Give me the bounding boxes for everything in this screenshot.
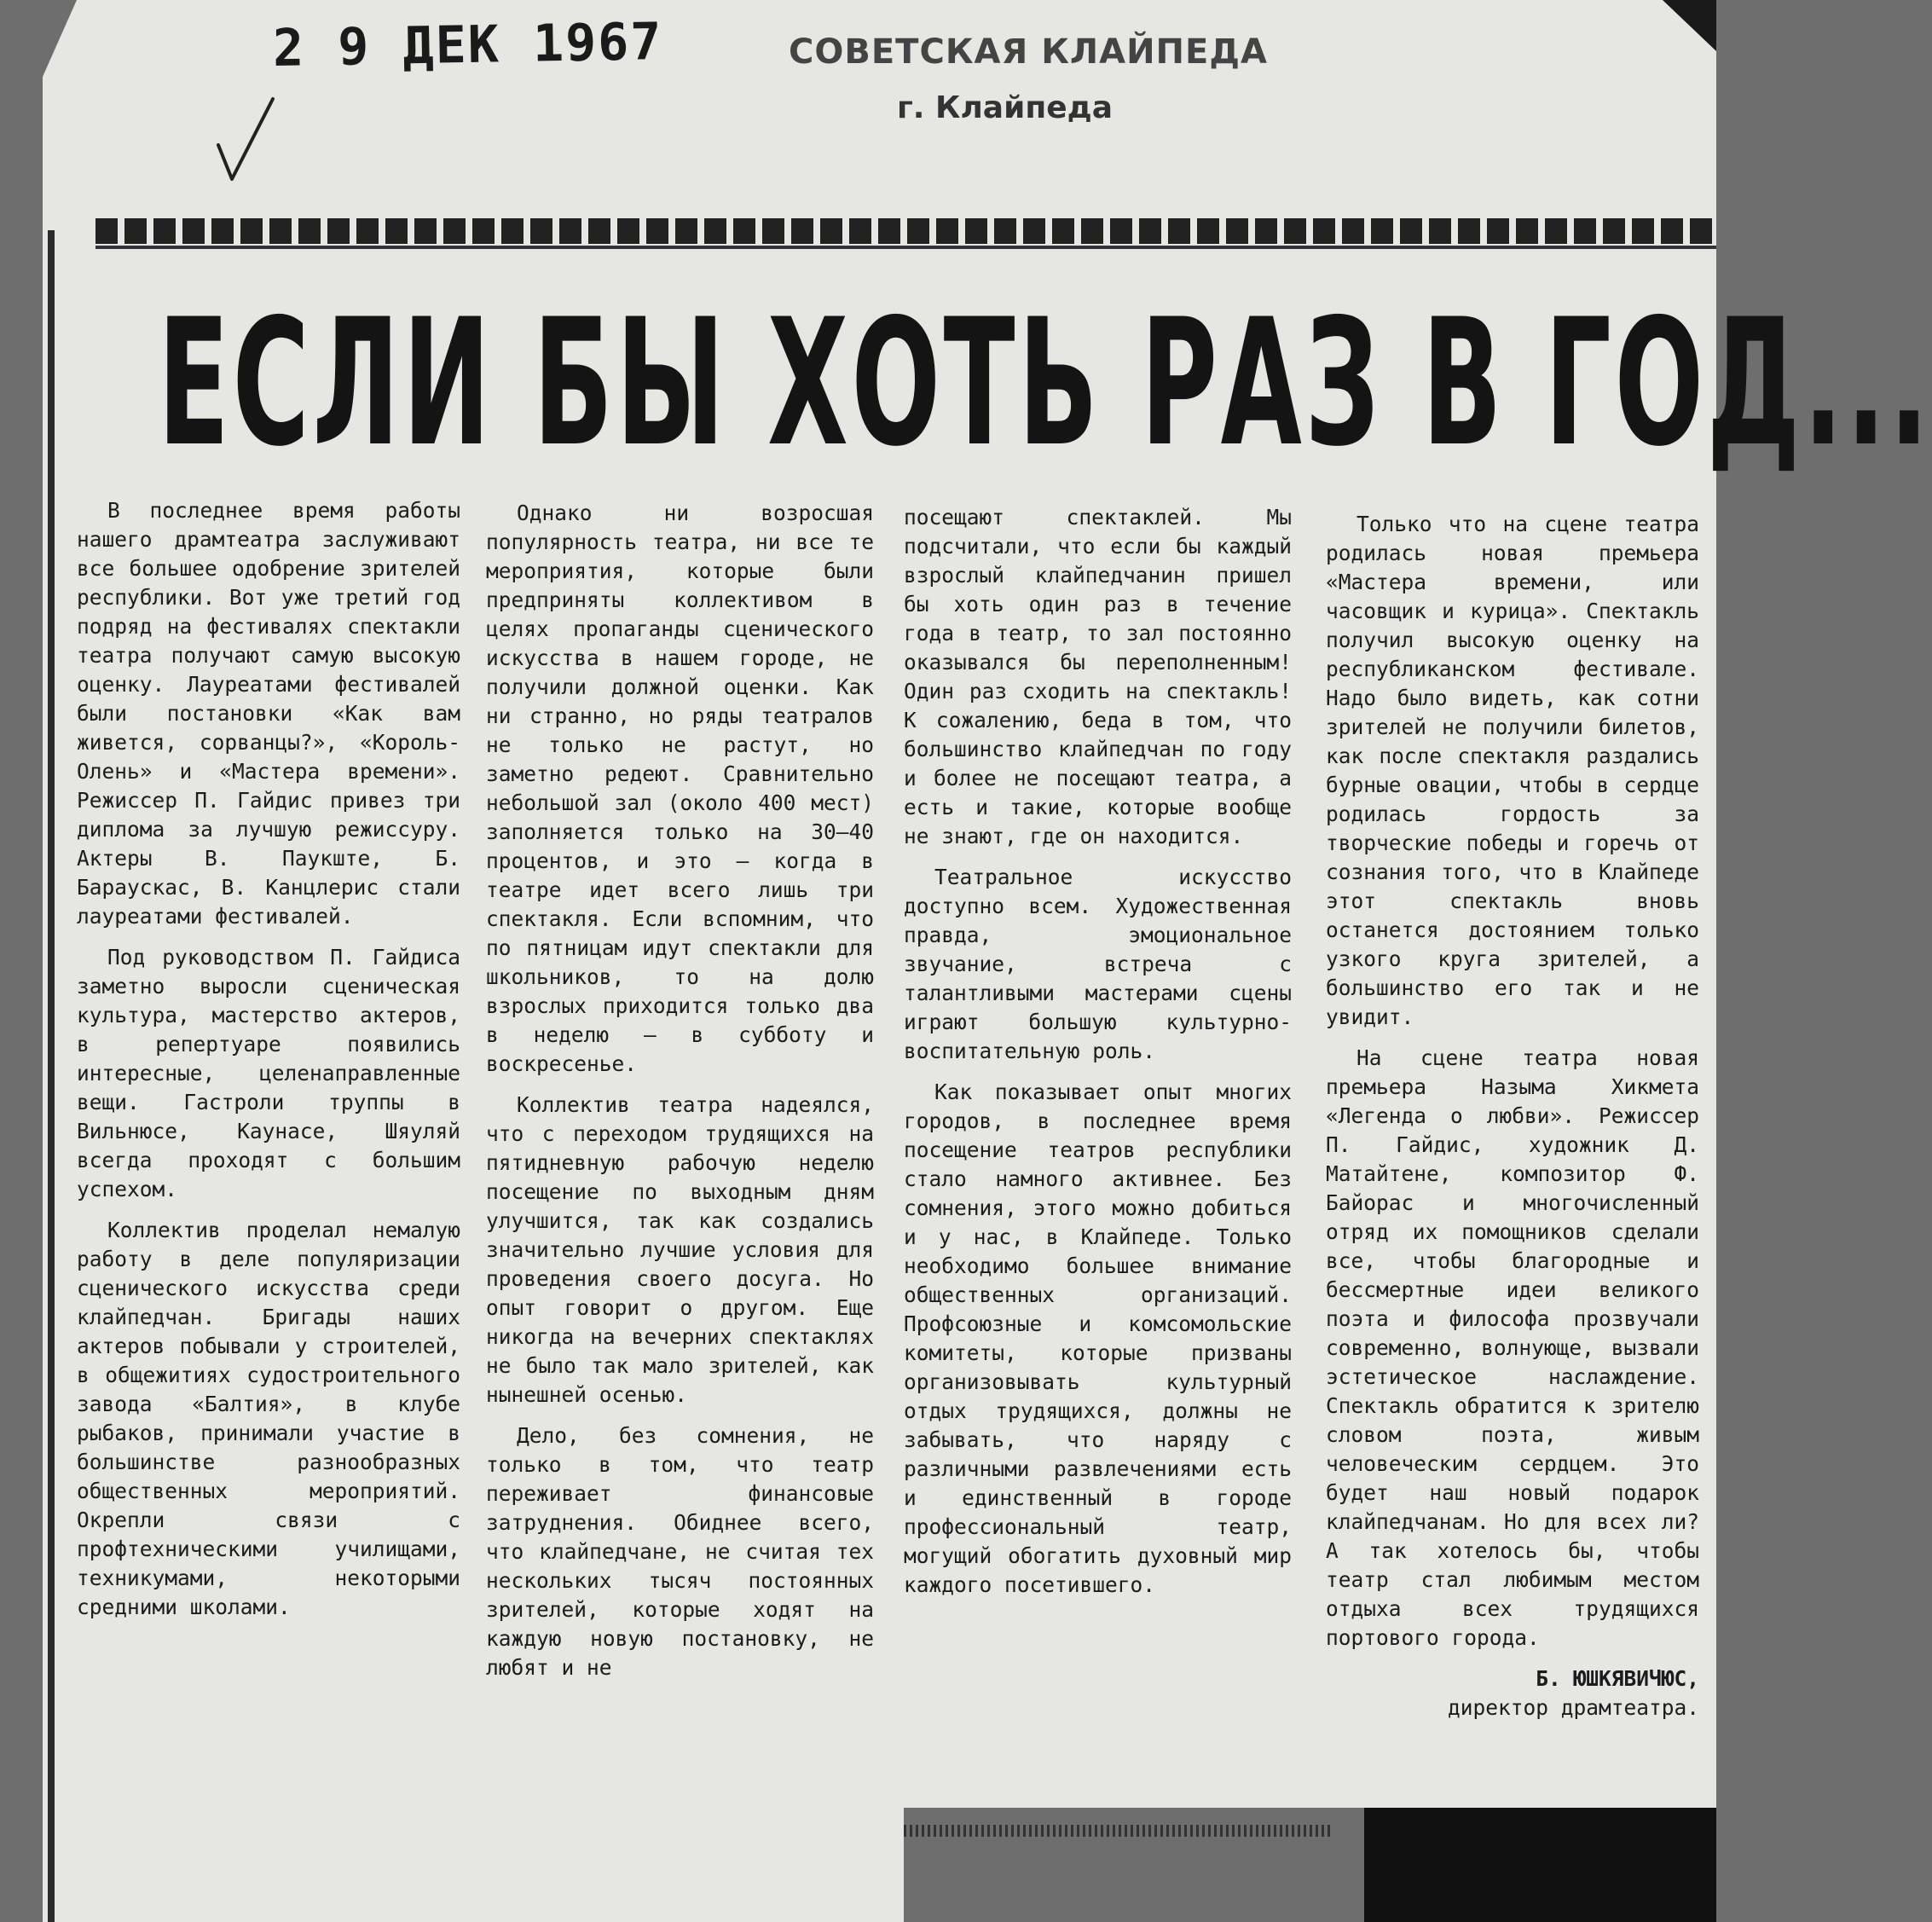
scan-background-bottom [1364,1808,1716,1922]
article-column-1 [77,496,460,1634]
paragraph: В последнее время работы нашего драмтеатра заслуживают все большее одобрение зрителей республики. Вот уже третий год подряд на фестивалях спектакли театра получают самую высокую оценку. Лауреатами фестивалей были постановки «Как вам живется, сорванцы?», «Король-Олень» и «Мастера времени». Режиссер П. Гайдис привез три диплома за лучшую режиссуру. Актеры В. Паукште, Б. Бараускас, В. Канцлерис стали лауреатами фестивалей. [77,498,460,929]
article-column-4 [1326,510,1699,1722]
clipping-left-edge [48,230,55,1922]
paragraph: Однако ни возросшая популярность театра, ни все те мероприятия, которые были предприняты коллективом в целях пропаганды сценического искусства в нашем городе, не получили должной оценки. Как ни странно, но ряды театралов не только не растут, но заметно редеют. Сравнительно небольшой зал (около 400 мест) заполняется только на 30—40 процентов, и это — когда в театре идет всего лишь три спектакля. Если вспомним, что по пятницам идут спектакли для школьников, то на долю взрослых приходится только два в неделю — в субботу и воскресенье. [486,501,874,1076]
paragraph: Только что на сцене театра родилась новая премьера «Мастера времени, или часовщик и курица». Спектакль получил высокую оценку на республиканском фестивале. Надо было видеть, как сотни зрителей не получили билетов, как после спектакля раздались бурные овации, чтобы в сердце родилась гордость за творческие победы и горечь от сознания того, что в Клайпеде этот спектакль вновь останется достоянием только узкого круга зрителей, а большинство его так и не увидит. [1326,512,1699,1029]
decorative-rule-bottom [904,1825,1330,1837]
paragraph: Дело, без сомнения, не только в том, что театр переживает финансовые затруднения. Обиднее всего, что клайпедчане, не считая тех нескольких тысяч постоянных зрителей, которые ходят на каждую новую постановку, не любят и не [486,1423,874,1680]
decorative-rule [95,218,1716,244]
author-signature: Б. ЮШКЯВИЧЮС, [1536,1666,1699,1691]
checkmark-icon [213,94,281,196]
paragraph: Театральное искусство доступно всем. Художественная правда, эмоциональное звучание, встреча с талантливыми мастерами сцены играют большую культурно-воспитательную роль. [904,865,1292,1063]
paragraph: На сцене театра новая премьера Назыма Хикмета «Легенда о любви». Режиссер П. Гайдис, художник Д. Матайтене, композитор Ф. Байорас и многочисленный отряд их помощников сделали все, чтобы благородные и бессмертные идеи великого поэта и философа прозвучали современно, волнующе, вызвали эстетическое наслаждение. Спектакль обратится к зрителю словом поэта, живым человеческим сердцем. Это будет наш новый подарок клайпедчанам. Но для всех ли? А так хотелось бы, чтобы театр стал любимым местом отдыха всех трудящихся портового города. [1326,1045,1699,1650]
date-stamp: 2 9 ДЕК 1967 [272,12,664,78]
paragraph: Коллектив театра надеялся, что с переходом трудящихся на пятидневную рабочую неделю посещение по выходным дням улучшится, так как создались значительно лучшие условия для проведения своего досуга. Но опыт говорит о другом. Еще никогда на вечерних спектаклях не было так мало зрителей, как нынешней осенью. [486,1092,874,1407]
paragraph: Как показывает опыт многих городов, в последнее время посещение театров республики стало намного активнее. Без сомнения, этого можно добиться и у нас, в Клайпеде. Только необходимо большее внимание общественных организаций. Профсоюзные и комсомольские комитеты, которые призваны организовывать культурный отдых трудящихся, должны не забывать, что наряду с различными развлечениями есть и единственный в городе профессиональный театр, могущий обогатить духовный мир каждого посетившего. [904,1080,1292,1597]
newspaper-stamp: СОВЕТСКАЯ КЛАЙПЕДА [789,32,1268,72]
article-column-2 [486,499,874,1694]
paragraph: посещают спектаклей. Мы подсчитали, что если бы каждый взрослый клайпедчанин пришел бы хоть один раз в течение года в театр, то зал постоянно оказывался бы переполненным! Один раз сходить на спектакль! К сожалению, беда в том, что большинство клайпедчан по году и более не посещают театра, а есть и такие, которые вообще не знают, где он находится. [904,505,1292,848]
paragraph: Коллектив проделал немалую работу в деле популяризации сценического искусства среди клайпедчан. Бригады наших актеров побывали у строителей, в общежитиях судостроительного завода «Балтия», в клубе рыбаков, принимали участие в большинстве разнообразных общественных мероприятий. Окрепли связи с профтехническими училищами, техникумами, некоторыми средними школами. [77,1218,460,1619]
city-stamp: г. Клайпеда [897,90,1113,125]
article-column-3 [904,503,1292,1612]
headline: ЕСЛИ БЫ ХОТЬ РАЗ В ГОД... [158,282,1932,485]
author-title: директор драмтеатра. [1447,1695,1699,1720]
paragraph: Под руководством П. Гайдиса заметно выросли сценическая культура, мастерство актеров, в репертуаре появились интересные, целенаправленные вещи. Гастроли труппы в Вильнюсе, Каунасе, Шяуляй всегда проходят с большим успехом. [77,945,460,1201]
divider [95,246,1716,249]
